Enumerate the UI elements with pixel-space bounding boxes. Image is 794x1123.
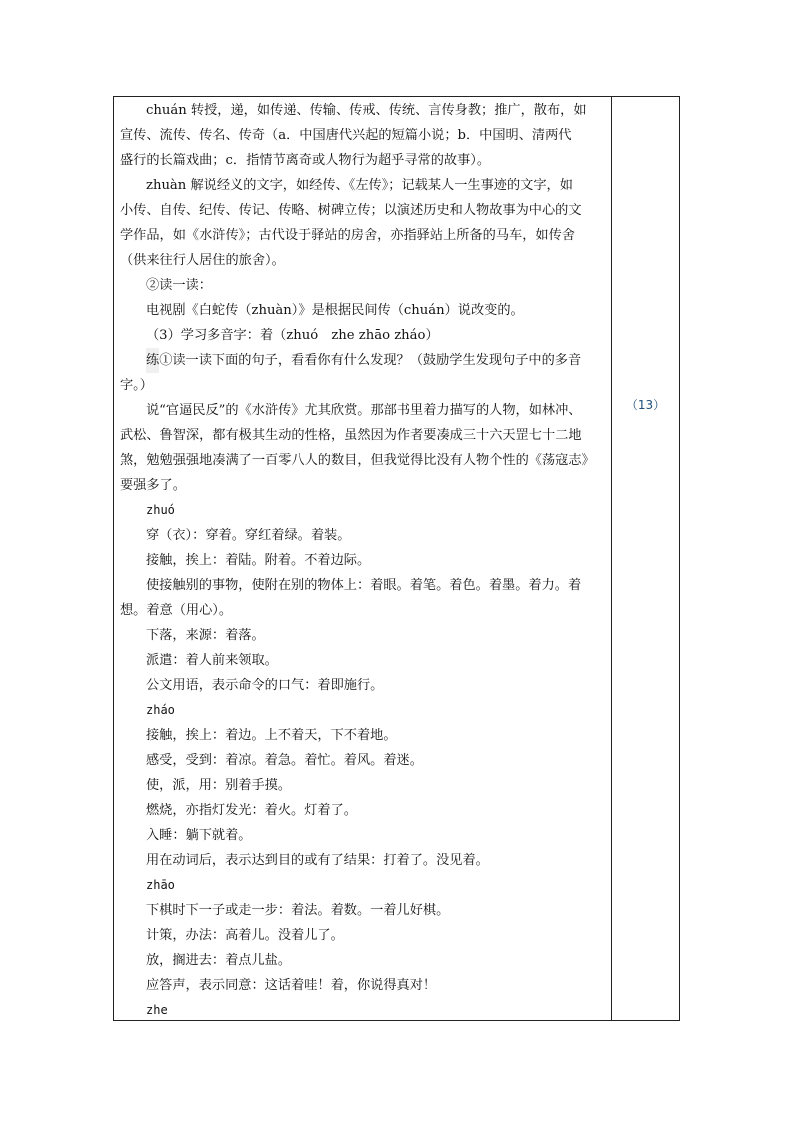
text-line: 应答声，表示同意：这话着哇！着，你说得真对！: [146, 978, 437, 993]
pinyin-heading: zhe: [146, 1003, 168, 1017]
text-line: 下棋时下一子或走一步：着法。着数。一着儿好棋。: [146, 903, 450, 918]
text-line: 派遣：着人前来领取。: [146, 653, 278, 668]
text-line: 入睡：躺下就着。: [146, 828, 252, 843]
text-line: 燃烧，亦指灯发光：着火。灯着了。: [146, 803, 357, 818]
text-line: 接触，挨上：着陆。附着。不着边际。: [146, 553, 371, 568]
marked-char: 练: [146, 348, 159, 373]
text-line: 字。）: [120, 378, 153, 393]
text-line: [120, 348, 609, 373]
text-line: 要强多了。: [120, 478, 186, 493]
text-line: 电视剧《白蛇传（zhuàn）》是根据民间传（chuán）说改变的。: [146, 303, 524, 318]
text-line: 穿（衣）：穿着。穿红着绿。着装。: [146, 528, 351, 543]
text-line: 武松、鲁智深，都有极其生动的性格，虽然因为作者要凑成三十六天罡七十二地: [120, 428, 582, 443]
text-line: 宣传、流传、传名、传奇（a．中国唐代兴起的短篇小说；b．中国明、清两代: [120, 128, 572, 143]
pinyin-heading: zhāo: [146, 878, 175, 892]
text-line: 想。着意（用心）。: [120, 603, 233, 618]
text-line: 下落，来源：着落。: [146, 628, 265, 643]
text-line: 放，搁进去：着点儿盐。: [146, 953, 292, 968]
text-line: 煞，勉勉强强地凑满了一百零八人的数目，但我觉得比没有人物个性的《荡寇志》: [120, 453, 595, 468]
text-line: ②读一读：: [146, 278, 212, 293]
pinyin-heading: zháo: [146, 703, 175, 717]
column-divider: [611, 96, 612, 1021]
text-line: 小传、自传、纪传、传记、传略、树碑立传；以演述历史和人物故事为中心的文: [120, 203, 582, 218]
text-line: 计策，办法：高着儿。没着儿了。: [146, 928, 344, 943]
text-line: 使接触别的事物，使附在别的物体上：着眼。着笔。着色。着墨。着力。着: [146, 578, 582, 593]
pinyin-heading: zhuó: [146, 503, 175, 517]
text-line: （供来往行人居住的旅舍）。: [120, 253, 285, 268]
text-line: 用在动词后，表示达到目的或有了结果：打着了。没见着。: [146, 853, 489, 868]
text-line: 感受，受到：着凉。着急。着忙。着风。着迷。: [146, 753, 423, 768]
marked-line-rest: ①读一读下面的句子，看看你有什么发现？（鼓励学生发现句子中的多音: [159, 353, 582, 368]
text-line: chuán 转授，递，如传递、传输、传戒、传统、言传身教；推广，散布，如: [146, 103, 587, 118]
text-line: 盛行的长篇戏曲；c．指情节离奇或人物行为超乎寻常的故事）。: [120, 153, 491, 168]
side-note: （13）: [625, 398, 666, 412]
text-line: 使，派，用：别着手摸。: [146, 778, 292, 793]
text-line: zhuàn 解说经义的文字，如经传、《左传》；记载某人一生事迹的文字，如: [146, 178, 573, 193]
text-line: 接触，挨上：着边。上不着天，下不着地。: [146, 728, 397, 743]
lesson-content-cell: [120, 98, 609, 1023]
text-line: 学作品，如《水浒传》；古代设于驿站的房舍，亦指驿站上所备的马车，如传舍: [120, 228, 575, 243]
text-line: 公文用语，表示命令的口气：着即施行。: [146, 678, 384, 693]
text-line: 说“官逼民反”的《水浒传》尤其欣赏。那部书里着力描写的人物，如林冲、: [146, 403, 582, 418]
text-line: （3）学习多音字：着（zhuó zhe zhāo zháo）: [146, 328, 439, 343]
